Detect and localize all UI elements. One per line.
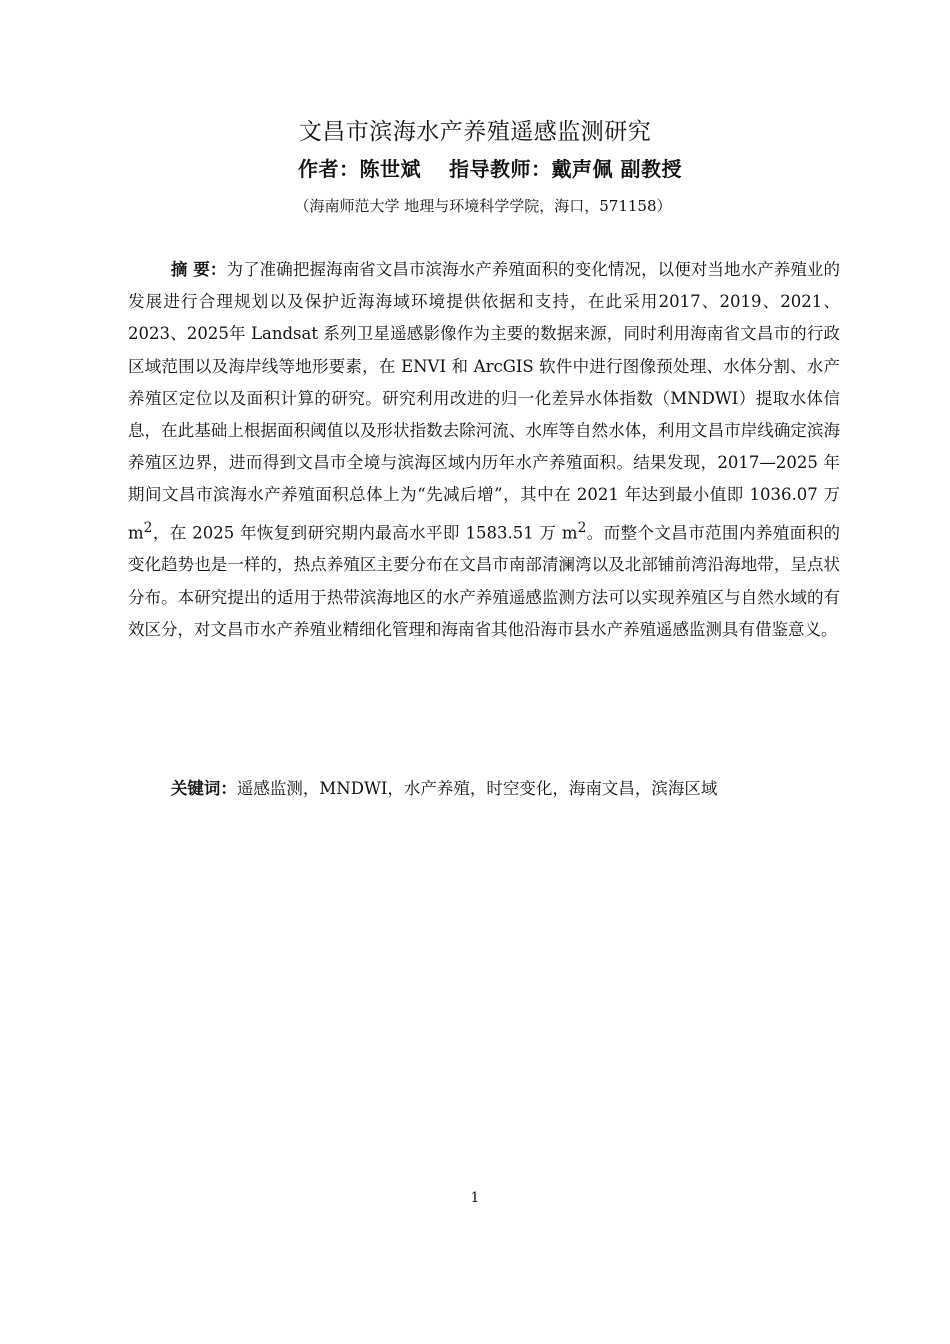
abstract-superscript-2: 2 [577,519,587,536]
page-number: 1 [470,1190,480,1206]
advisor-name: 指导教师：戴声佩 副教授 [449,157,682,181]
affiliation: （海南师范大学 地理与环境科学学院，海口，571158） [294,197,672,215]
keywords-paragraph [128,774,840,804]
abstract-text-part3: 。而整个文昌市范围内养殖面积的变化趋势也是一样的，热点养殖区主要分布在文昌市南部清澜湾以及北部铺前湾沿海地带，呈点状分布。本研究提出的适用于热带滨海地区的水产养殖遥感监测方法可以实现养殖区与自然水域的有效区分，对文昌市水产养殖业精细化管理和海南省其他沿海市县水产养殖遥感监测具有借鉴意义。 [128,523,841,639]
abstract-label: 摘 要： [170,260,227,279]
abstract-paragraph [128,254,840,646]
keywords-label: 关键词： [170,779,237,798]
abstract-text-part2: ，在 2025 年恢复到研究期内最高水平即 1583.51 万 m [152,523,578,543]
author-line [0,152,950,186]
keywords-text: 遥感监测，MNDWI，水产养殖，时空变化，海南文昌，滨海区域 [236,779,718,798]
author-name: 作者：陈世斌 [298,157,422,181]
abstract-text-part1: 为了准确把握海南省文昌市滨海水产养殖面积的变化情况，以便对当地水产养殖业的发展进行合理规划以及保护近海海域环境提供依据和支持，在此采用2017、2019、2021、2023、2025年 Landsat 系列卫星遥感影像作为主要的数据来源，同时利用海南省文昌市的行政区域范围以及海岸线等地形要素，在 ENVI 和 ArcGIS 软件中进行图像预处理、水体分割、水产养殖区定位以及面积计算的研究。研究利用改进的归一化差异水体指数（MNDWI）提取水体信息，在此基础上根据面积阈值以及形状指数去除河流、水库等自然水体，利用文昌市岸线确定滨海养殖区边界，进而得到文昌市全境与滨海区域内历年水产养殖面积。结果发现，2017—2025 年期间文昌市滨海水产养殖面积总体上为“先减后增”，其中在 2021 年达到最小值即 1036.07 万 m [128,260,841,543]
paper-title: 文昌市滨海水产养殖遥感监测研究 [298,119,652,145]
abstract-superscript-1: 2 [143,519,153,536]
